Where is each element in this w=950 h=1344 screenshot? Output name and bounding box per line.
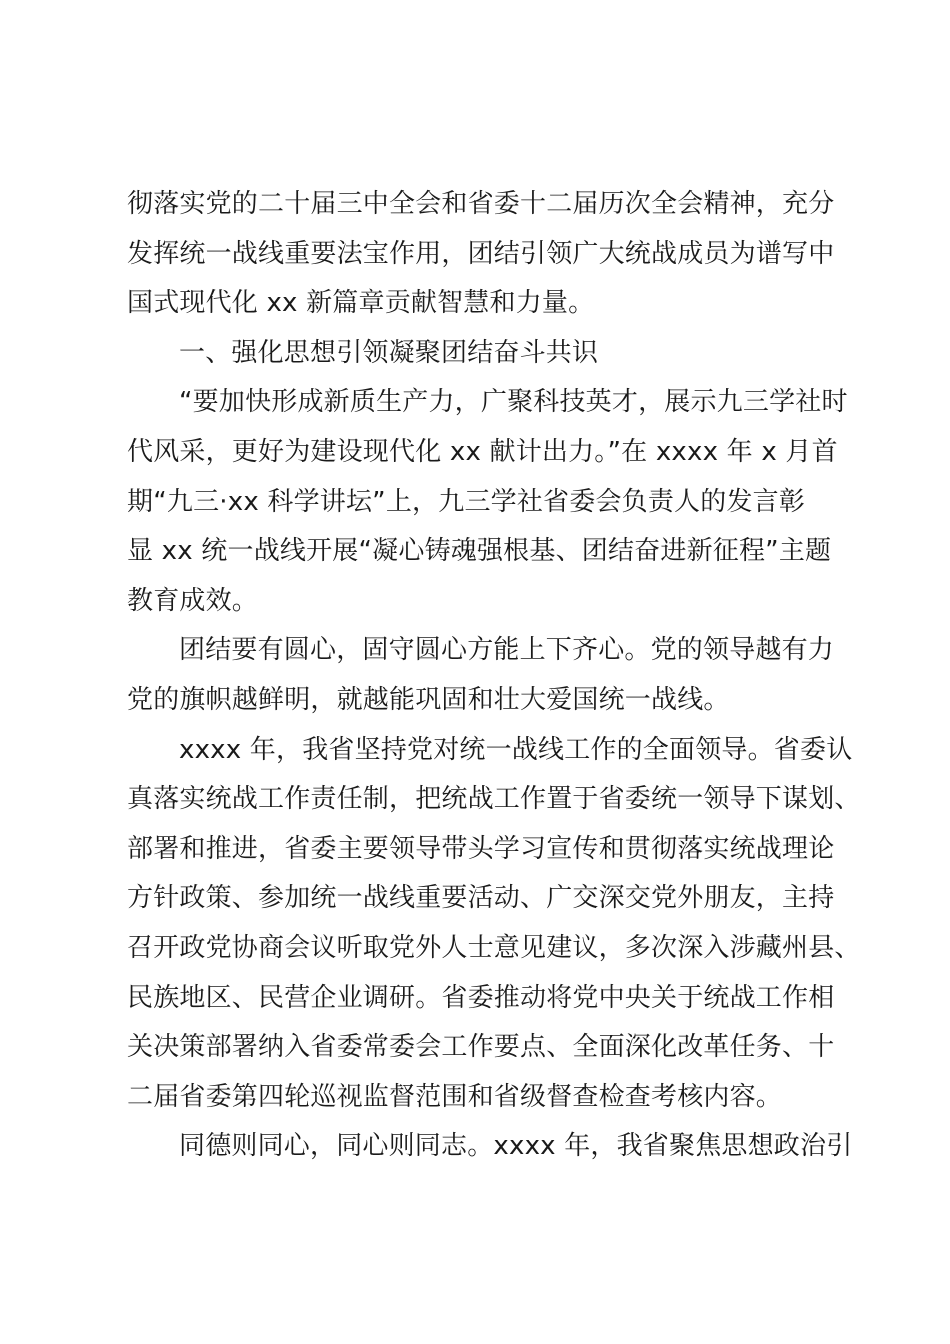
text-line: 教育成效。	[127, 585, 259, 616]
section-heading	[127, 329, 833, 379]
text-line: 方针政策、参加统一战线重要活动、广交深交党外朋友，主持	[127, 883, 835, 914]
paragraph-quote	[127, 378, 848, 626]
text-line: 召开政党协商会议听取党外人士意见建议，多次深入涉藏州县、	[127, 932, 861, 963]
text-line: 彻落实党的二十届三中全会和省委十二届历次全会精神，充分	[127, 189, 835, 219]
text-line: “要加快形成新质生产力，广聚科技英才，展示九三学社时	[179, 387, 848, 418]
text-line: 部署和推进，省委主要领导带头学习宣传和贯彻落实统战理论	[127, 833, 835, 864]
text-line: 国式现代化 xx 新篇章贡献智慧和力量。	[127, 288, 595, 319]
text-line: 党的旗帜越鲜明，就越能巩固和壮大爱国统一战线。	[127, 684, 730, 715]
text-line: 显 xx 统一战线开展“凝心铸魂强根基、团结奋进新征程”主题	[127, 536, 832, 567]
text-line: 关决策部署纳入省委常委会工作要点、全面深化改革任务、十	[127, 1032, 835, 1063]
paragraph-leadership	[127, 726, 861, 1123]
text-line: 同德则同心，同心则同志。xxxx 年，我省聚焦思想政治引	[179, 1131, 853, 1162]
paragraph-unity	[127, 626, 833, 725]
text-line: 期“九三·xx 科学讲坛”上，九三学社省委会负责人的发言彰	[127, 486, 806, 517]
text-line: 二届省委第四轮巡视监督范围和省级督查检查考核内容。	[127, 1081, 783, 1112]
heading-text: 一、强化思想引领凝聚团结奋斗共识	[179, 337, 599, 368]
text-line: 团结要有圆心，固守圆心方能上下齐心。党的领导越有力	[179, 635, 835, 666]
paragraph-ideology	[127, 1122, 853, 1172]
text-line: 真落实统战工作责任制，把统战工作置于省委统一领导下谋划、	[127, 784, 861, 815]
document-body	[127, 180, 861, 1172]
text-line: 民族地区、民营企业调研。省委推动将党中央关于统战工作相	[127, 982, 835, 1013]
text-line: xxxx 年，我省坚持党对统一战线工作的全面领导。省委认	[179, 734, 853, 765]
text-line: 发挥统一战线重要法宝作用，团结引领广大统战成员为谱写中	[127, 238, 835, 269]
paragraph-continuation	[127, 180, 833, 329]
text-line: 代风采，更好为建设现代化 xx 献计出力。”在 xxxx 年 x 月首	[127, 436, 838, 467]
